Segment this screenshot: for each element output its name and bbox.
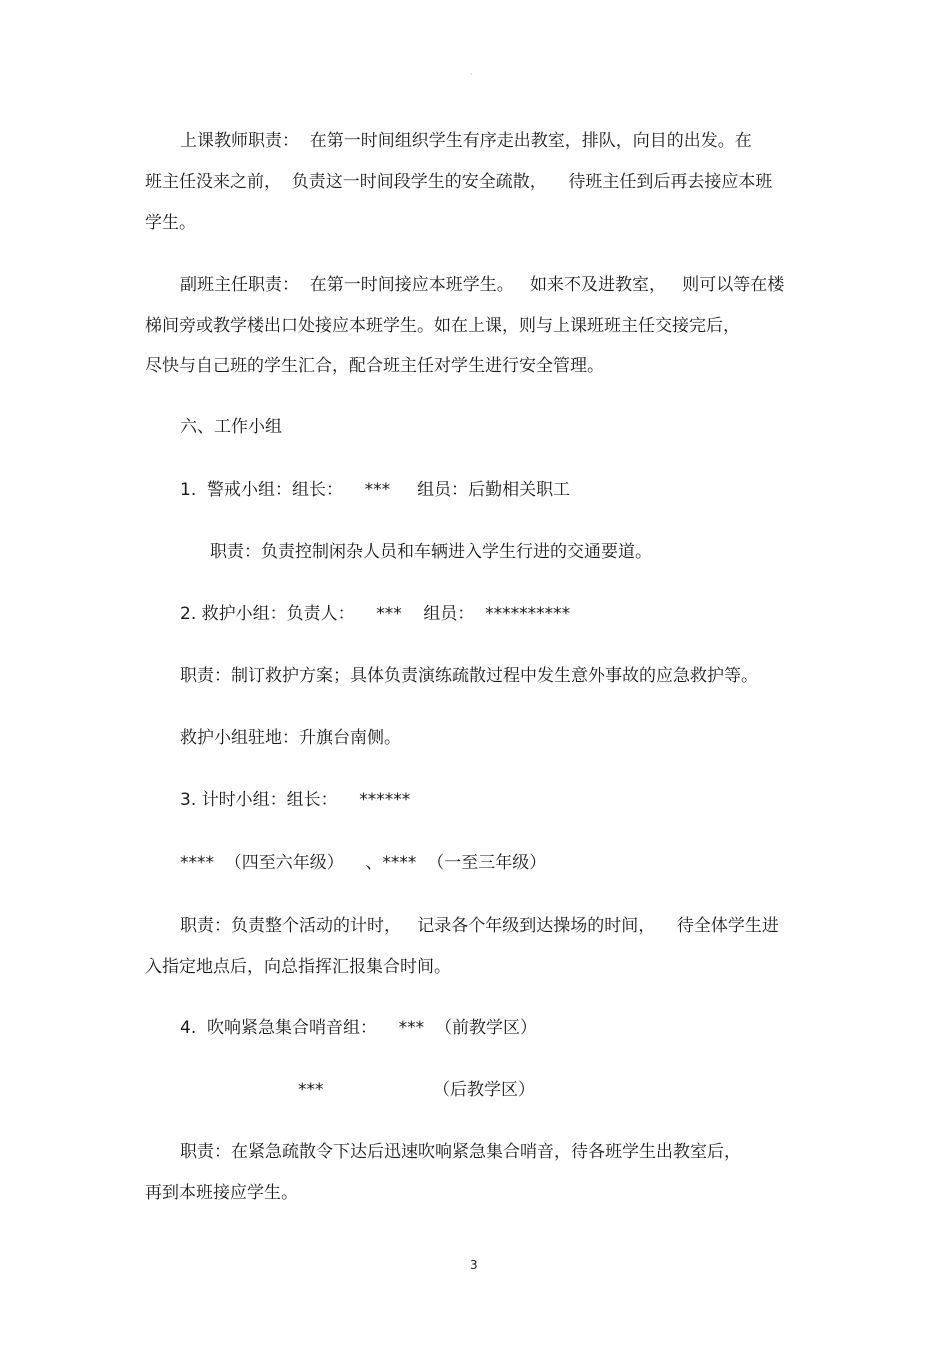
page-number: 3 (470, 1258, 478, 1272)
paragraph-line: 梯间旁或教学楼出口处接应本班学生。如在上课，则与上课班班主任交接完后， (145, 316, 740, 336)
paragraph-line: **** （四至六年级） 、**** （一至三年级） (180, 853, 547, 873)
paragraph-line: 班主任没来之前， 负责这一时间段学生的安全疏散， 待班主任到后再去接应本班 (145, 172, 773, 192)
list-item: 1. 警戒小组：组长： *** 组员：后勤相关职工 (180, 480, 571, 500)
paragraph-line: 职责：负责整个活动的计时， 记录各个年级到达操场的时间， 待全体学生进 (180, 916, 779, 936)
paragraph-line: 职责：在紧急疏散令下达后迅速吹响紧急集合哨音，待各班学生出教室后， (180, 1142, 741, 1162)
paragraph-line: 尽快与自己班的学生汇合，配合班主任对学生进行安全管理。 (145, 356, 604, 376)
list-item: 4. 吹响紧急集合哨音组： *** （前教学区） (180, 1018, 537, 1038)
list-item: 3. 计时小组：组长： ****** (180, 790, 411, 810)
list-item: 2. 救护小组：负责人： *** 组员： ********** (180, 604, 571, 624)
paragraph-line: 职责：制订救护方案；具体负责演练疏散过程中发生意外事故的应急救护等。 (180, 666, 758, 686)
paragraph-line: 救护小组驻地：升旗台南侧。 (180, 728, 401, 748)
paragraph-line: 入指定地点后，向总指挥汇报集合时间。 (145, 957, 451, 977)
section-heading: 六、工作小组 (180, 417, 282, 437)
paragraph-line: 职责：负责控制闲杂人员和车辆进入学生行进的交通要道。 (210, 542, 652, 562)
paragraph-line: 再到本班接应学生。 (145, 1183, 298, 1203)
paragraph-line: （后教学区） (433, 1080, 535, 1100)
paragraph-line: 学生。 (145, 213, 196, 233)
paragraph-line: 副班主任职责： 在第一时间接应本班学生。 如来不及进教室， 则可以等在楼 (180, 275, 785, 295)
paragraph-line: 上课教师职责： 在第一时间组织学生有序走出教室，排队，向目的出发。在 (180, 131, 752, 151)
paragraph-line: *** (298, 1080, 324, 1100)
header-mark: · (470, 70, 473, 79)
